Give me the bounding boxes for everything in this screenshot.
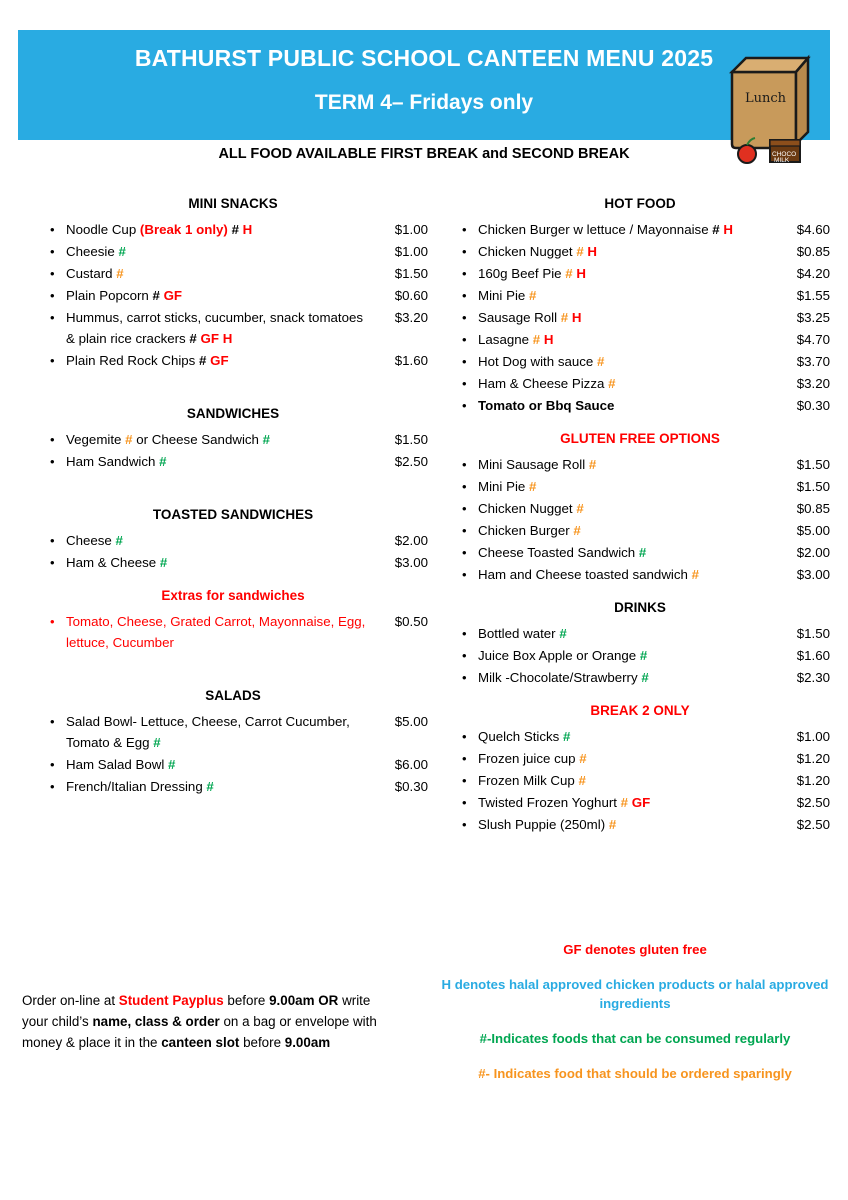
menu-section [450,703,830,835]
instruction-fragment: Order on-line at [22,993,119,1008]
diet-mark: # [532,332,541,347]
diet-mark: # [576,244,584,259]
bullet-icon: • [462,545,467,560]
menu-item-price: $1.50 [796,626,830,641]
instruction-fragment: canteen slot [161,1035,240,1050]
left-column [38,196,428,798]
diet-mark: H [543,332,554,347]
instruction-fragment: 9.00am [269,993,315,1008]
diet-mark: GF [210,353,229,368]
menu-item-price: $3.00 [394,555,428,570]
menu-item-price: $4.60 [796,222,830,237]
menu-item-price: $1.20 [796,773,830,788]
menu-section [450,431,830,585]
page-subtitle: TERM 4– Fridays only [314,91,534,114]
instruction-fragment: before [223,993,270,1008]
bullet-icon: • [50,353,55,368]
menu-item-name: Noodle Cup (Break 1 only) # H [66,222,253,237]
menu-item-name: Chicken Burger w lettuce / Mayonnaise # H [478,222,734,237]
bullet-icon: • [462,398,467,413]
diet-mark: H [222,331,233,346]
bullet-icon: • [462,479,467,494]
bullet-icon: • [462,567,467,582]
menu-item-list [38,711,428,797]
menu-item-name: Juice Box Apple or Orange # [478,648,648,663]
menu-section [38,196,428,371]
diet-mark: # [199,353,207,368]
menu-item-name: Chicken Nugget # [478,501,584,516]
menu-item-price: $2.30 [796,670,830,685]
diet-mark: # [159,555,168,570]
menu-item-name: Mini Pie # [478,479,537,494]
menu-item-name: Quelch Sticks # [478,729,571,744]
menu-item [450,476,830,497]
menu-item [450,623,830,644]
diet-mark: # [159,454,167,469]
menu-item [38,241,428,262]
ordering-instructions [22,990,382,1053]
menu-item-name: Hot Dog with sauce # [478,354,605,369]
menu-item [450,498,830,519]
menu-item-list [450,219,830,416]
diet-mark: # [118,244,126,259]
menu-item-price: $1.50 [394,266,428,281]
diet-mark: # [231,222,239,237]
bullet-icon: • [50,244,55,259]
diet-mark: # [620,795,629,810]
menu-item-name: Twisted Frozen Yoghurt # GF [478,795,651,810]
instruction-fragment: name, class & order [92,1014,220,1029]
menu-item-list [38,530,428,573]
diet-mark: # [125,432,133,447]
menu-item [38,429,428,450]
menu-item-name: Custard # [66,266,124,281]
menu-item-name: Hummus, carrot sticks, cucumber, snack tomatoes & plain rice crackers # GF H [66,310,364,346]
menu-item-name: Ham & Cheese Pizza # [478,376,616,391]
svg-text:MILK: MILK [774,157,790,164]
diet-mark: H [576,266,586,281]
menu-item-name: Milk -Chocolate/Strawberry # [478,670,649,685]
menu-item-price: $2.50 [394,454,428,469]
menu-item [38,307,428,349]
menu-item [450,667,830,688]
diet-mark: # [262,432,271,447]
menu-item-name: Mini Sausage Roll # [478,457,597,472]
bullet-icon: • [50,555,55,570]
instruction-fragment: 9.00am [284,1035,331,1050]
menu-item-list [38,219,428,371]
diet-mark: # [579,751,587,766]
right-column [450,196,830,836]
menu-item-name: Bottled water # [478,626,567,641]
menu-item-name: French/Italian Dressing # [66,779,214,794]
page-title: BATHURST PUBLIC SCHOOL CANTEEN MENU 2025 [134,45,714,71]
diet-mark: # [168,757,176,772]
availability-note: ALL FOOD AVAILABLE FIRST BREAK and SECOND BREAK [218,146,630,162]
menu-item-list [450,623,830,688]
menu-item-price: $4.20 [796,266,830,281]
menu-item [38,219,428,240]
menu-item [450,329,830,350]
section-spacer [450,689,830,703]
menu-item-price: $1.50 [796,457,830,472]
legend-item: H denotes halal approved chicken products or halal approved ingredients [441,977,829,1011]
diet-mark: # [576,501,584,516]
section-title: DRINKS [614,600,666,615]
diet-mark: # [116,266,124,281]
menu-item-price: $0.30 [394,779,428,794]
menu-item-name: Vegemite # or Cheese Sandwich # [66,432,271,447]
menu-item [450,792,830,813]
menu-item [38,451,428,472]
menu-item [450,307,830,328]
bullet-icon: • [462,354,467,369]
menu-item [450,726,830,747]
bullet-icon: • [462,795,467,810]
instruction-fragment: write your child’s [22,993,371,1029]
menu-section [38,507,428,573]
menu-item [450,395,830,416]
menu-item-list [450,726,830,835]
menu-item-price: $0.85 [796,501,830,516]
diet-mark: # [588,457,597,472]
diet-mark: # [691,567,700,582]
bullet-icon: • [462,501,467,516]
menu-item-name: Tomato or Bbq Sauce [478,398,615,413]
menu-item-price: $4.70 [796,332,830,347]
svg-text:Lunch: Lunch [745,91,787,106]
menu-item [38,776,428,797]
diet-mark: GF [200,331,219,346]
menu-item-price: $1.20 [796,751,830,766]
legend-item: #-Indicates foods that can be consumed regularly [479,1031,791,1046]
bullet-icon: • [462,244,467,259]
diet-mark: # [189,331,197,346]
menu-item [38,350,428,371]
menu-item-list [450,454,830,585]
menu-item-name: Tomato, Cheese, Grated Carrot, Mayonnaise, Egg, lettuce, Cucumber [66,614,366,650]
menu-item [450,770,830,791]
menu-item-price: $0.60 [394,288,428,303]
diet-mark: H [723,222,734,237]
section-title: BREAK 2 ONLY [590,703,690,718]
diet-mark: # [638,545,647,560]
bullet-icon: • [462,310,467,325]
menu-item-name: Ham Sandwich # [66,454,167,469]
menu-item-price: $0.85 [796,244,830,259]
section-spacer [450,586,830,600]
diet-mark: # [153,735,161,750]
menu-item-price: $1.50 [394,432,428,447]
menu-item [450,454,830,475]
section-spacer [38,473,428,507]
menu-item [450,645,830,666]
menu-item-name: Mini Pie # [478,288,537,303]
diet-mark: # [639,648,648,663]
menu-item-name: Cheese Toasted Sandwich # [478,545,647,560]
menu-item-note: (Break 1 only) [139,222,228,237]
diet-mark: # [529,288,537,303]
diet-mark: # [573,523,581,538]
bullet-icon: • [50,454,55,469]
menu-item-price: $1.55 [796,288,830,303]
menu-item [450,748,830,769]
diet-mark: # [597,354,605,369]
menu-item-list [38,429,428,472]
diet-mark: GF [631,795,651,810]
section-spacer [38,372,428,406]
diet-mark: # [608,376,616,391]
section-title: MINI SNACKS [188,196,278,211]
section-title: GLUTEN FREE OPTIONS [560,431,720,446]
menu-item-price: $6.00 [394,757,428,772]
section-spacer [38,654,428,688]
menu-section [38,406,428,472]
menu-item [38,754,428,775]
bullet-icon: • [50,779,55,794]
diet-mark: H [571,310,582,325]
menu-item-price: $2.00 [394,533,428,548]
diet-mark: # [608,817,617,832]
menu-item [450,520,830,541]
bullet-icon: • [462,751,467,766]
instruction-fragment: on a bag or envelope with money & place it in the [22,1014,377,1050]
menu-item-price: $3.00 [796,567,830,582]
diet-mark: # [560,310,569,325]
instruction-fragment: before [239,1035,285,1050]
menu-item-price: $1.60 [796,648,830,663]
menu-item [450,542,830,563]
menu-item-price: $5.00 [394,714,428,729]
menu-item-price: $0.50 [394,614,428,629]
diet-mark: # [529,479,537,494]
instruction-fragment: Student Payplus [118,993,224,1008]
bullet-icon: • [462,222,467,237]
menu-item-price: $3.20 [796,376,830,391]
diet-mark: # [559,626,567,641]
menu-section [38,588,428,653]
menu-item [450,241,830,262]
diet-mark: # [578,773,586,788]
menu-item-name: Salad Bowl- Lettuce, Cheese, Carrot Cucumber, Tomato & Egg # [66,714,350,750]
menu-item-name: Frozen juice cup # [478,751,587,766]
bullet-icon: • [50,714,55,729]
menu-item-name: Chicken Nugget # H [478,244,598,259]
menu-item [38,552,428,573]
bullet-icon: • [50,222,55,237]
menu-item [38,711,428,753]
diet-mark: H [587,244,598,259]
menu-item-name: Lasagne # H [478,332,554,347]
menu-item-price: $1.00 [796,729,830,744]
bullet-icon: • [462,457,467,472]
menu-item [450,814,830,835]
bullet-icon: • [50,533,55,548]
menu-item-price: $1.00 [394,244,428,259]
bullet-icon: • [462,523,467,538]
menu-item-price: $3.25 [796,310,830,325]
menu-section [38,688,428,797]
menu-item [450,564,830,585]
menu-item-name: Chicken Burger # [478,523,581,538]
bullet-icon: • [462,266,467,281]
bullet-icon: • [462,729,467,744]
menu-item [450,219,830,240]
section-title: Extras for sandwiches [161,588,305,603]
menu-item [38,530,428,551]
menu-item [38,285,428,306]
menu-item-name: Ham and Cheese toasted sandwich # [478,567,700,582]
legend-item: #- Indicates food that should be ordered sparingly [478,1066,792,1081]
menu-item-price: $0.30 [796,398,830,413]
menu-item-name: Plain Red Rock Chips # GF [66,353,229,368]
menu-item-price: $5.00 [796,523,830,538]
section-title: TOASTED SANDWICHES [152,507,314,522]
menu-item-price: $3.70 [796,354,830,369]
menu-section [450,196,830,416]
menu-item-name-tail: or Cheese Sandwich [136,432,259,447]
bullet-icon: • [50,614,55,629]
bullet-icon: • [462,626,467,641]
diet-mark: # [115,533,123,548]
diet-mark: # [712,222,720,237]
menu-item-price: $3.20 [394,310,428,325]
menu-item [38,263,428,284]
menu-item-price: $2.50 [796,795,830,810]
section-spacer [450,417,830,431]
svg-text:CHOCO: CHOCO [772,151,797,158]
bullet-icon: • [462,817,467,832]
menu-item-name: 160g Beef Pie # H [478,266,586,281]
bullet-icon: • [462,332,467,347]
bullet-icon: • [50,432,55,447]
bullet-icon: • [50,310,55,325]
section-title: SANDWICHES [186,406,280,421]
menu-item-price: $2.50 [796,817,830,832]
section-spacer [38,574,428,588]
diet-mark: # [565,266,573,281]
header-band [18,30,830,140]
bullet-icon: • [462,288,467,303]
menu-item-name: Ham & Cheese # [66,555,168,570]
menu-item [450,263,830,284]
menu-item [450,373,830,394]
bullet-icon: • [462,773,467,788]
menu-item-price: $1.60 [394,353,428,368]
instruction-fragment: OR [314,993,339,1008]
diet-mark: GF [163,288,183,303]
bullet-icon: • [50,266,55,281]
menu-item [38,611,428,653]
legend-item: GF denotes gluten free [563,942,707,957]
menu-item-name: Sausage Roll # H [478,310,582,325]
menu-item-list [38,611,428,653]
section-title: HOT FOOD [604,196,676,211]
menu-item-name: Cheese # [66,533,123,548]
menu-item [450,285,830,306]
bullet-icon: • [50,288,55,303]
bullet-icon: • [50,757,55,772]
diet-mark: # [152,288,160,303]
diet-mark: H [242,222,253,237]
diet-mark: # [562,729,571,744]
menu-item [450,351,830,372]
menu-item-name: Ham Salad Bowl # [66,757,176,772]
menu-item-price: $1.00 [394,222,428,237]
section-title: SALADS [205,688,261,703]
menu-item-price: $1.50 [796,479,830,494]
bullet-icon: • [462,648,467,663]
menu-item-name: Cheesie # [66,244,126,259]
diet-mark: # [641,670,649,685]
menu-item-name: Plain Popcorn # GF [66,288,183,303]
menu-section [450,600,830,688]
bullet-icon: • [462,376,467,391]
menu-item-price: $2.00 [796,545,830,560]
menu-item-name: Slush Puppie (250ml) # [478,817,617,832]
legend-block [440,940,830,1099]
bullet-icon: • [462,670,467,685]
diet-mark: # [206,779,214,794]
menu-item-name: Frozen Milk Cup # [478,773,586,788]
